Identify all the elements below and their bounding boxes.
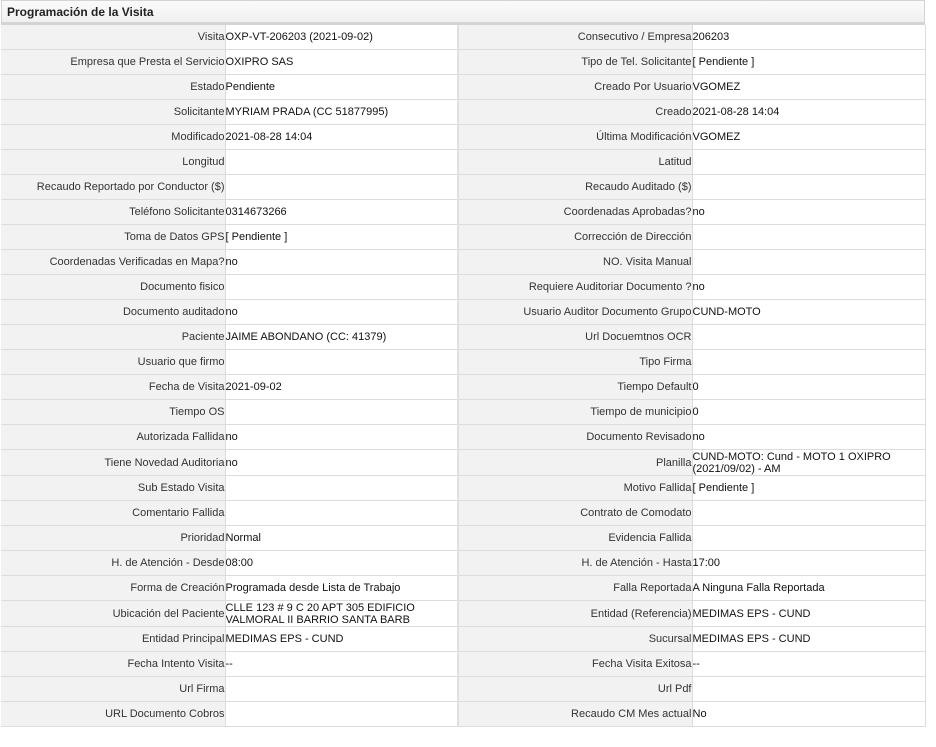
field-label: Fecha Intento Visita bbox=[1, 652, 225, 677]
detail-row bbox=[1, 50, 925, 75]
field-label: Url Pdf bbox=[458, 677, 692, 702]
field-label: Evidencia Fallida bbox=[458, 526, 692, 551]
field-label: Recaudo CM Mes actual bbox=[458, 702, 692, 727]
field-label: Entidad Principal bbox=[1, 627, 225, 652]
field-value: No bbox=[692, 702, 925, 727]
detail-row bbox=[1, 325, 925, 350]
field-value: Normal bbox=[225, 526, 458, 551]
detail-row bbox=[1, 200, 925, 225]
detail-row bbox=[1, 150, 925, 175]
field-value: no bbox=[692, 275, 925, 300]
detail-row bbox=[1, 75, 925, 100]
field-value bbox=[692, 350, 925, 375]
field-label: H. de Atención - Hasta bbox=[458, 551, 692, 576]
detail-row bbox=[1, 375, 925, 400]
field-value: [ Pendiente ] bbox=[225, 225, 458, 250]
field-label: Tiempo Default bbox=[458, 375, 692, 400]
field-label: Planilla bbox=[458, 450, 692, 476]
field-value: 17:00 bbox=[692, 551, 925, 576]
field-label: Coordenadas Aprobadas? bbox=[458, 200, 692, 225]
field-value: 0 bbox=[692, 375, 925, 400]
field-label: Recaudo Auditado ($) bbox=[458, 175, 692, 200]
field-value: MEDIMAS EPS - CUND bbox=[692, 627, 925, 652]
field-label: Toma de Datos GPS bbox=[1, 225, 225, 250]
field-value bbox=[692, 225, 925, 250]
field-value bbox=[692, 325, 925, 350]
field-value bbox=[225, 677, 458, 702]
field-label: Longitud bbox=[1, 150, 225, 175]
field-label: Fecha Visita Exitosa bbox=[458, 652, 692, 677]
field-label: H. de Atención - Desde bbox=[1, 551, 225, 576]
field-value bbox=[225, 501, 458, 526]
detail-row bbox=[1, 400, 925, 425]
field-label: Sucursal bbox=[458, 627, 692, 652]
field-value: MEDIMAS EPS - CUND bbox=[225, 627, 458, 652]
field-value: VGOMEZ bbox=[692, 75, 925, 100]
field-value: no bbox=[225, 300, 458, 325]
field-value: [ Pendiente ] bbox=[692, 476, 925, 501]
field-value: [ Pendiente ] bbox=[692, 50, 925, 75]
field-value: 2021-09-02 bbox=[225, 375, 458, 400]
field-label: Tiempo de municipio bbox=[458, 400, 692, 425]
visit-schedule-panel bbox=[1, 0, 925, 727]
field-label: Requiere Auditoriar Documento ? bbox=[458, 275, 692, 300]
field-value bbox=[225, 275, 458, 300]
field-value: no bbox=[225, 425, 458, 450]
field-value bbox=[225, 350, 458, 375]
field-value: 0314673266 bbox=[225, 200, 458, 225]
panel-title: Programación de la Visita bbox=[1, 0, 925, 25]
field-value bbox=[692, 250, 925, 275]
visit-details-body bbox=[1, 25, 925, 727]
field-label: Tipo de Tel. Solicitante bbox=[458, 50, 692, 75]
field-value bbox=[225, 150, 458, 175]
detail-row bbox=[1, 300, 925, 325]
field-label: Sub Estado Visita bbox=[1, 476, 225, 501]
field-value bbox=[692, 677, 925, 702]
field-label: Comentario Fallida bbox=[1, 501, 225, 526]
field-value: -- bbox=[225, 652, 458, 677]
field-label: Motivo Fallida bbox=[458, 476, 692, 501]
field-value: MEDIMAS EPS - CUND bbox=[692, 601, 925, 627]
detail-row bbox=[1, 551, 925, 576]
field-value: CLLE 123 # 9 C 20 APT 305 EDIFICIO VALMORAL II BARRIO SANTA BARB bbox=[225, 601, 458, 627]
detail-row bbox=[1, 526, 925, 551]
field-value: -- bbox=[692, 652, 925, 677]
field-label: Documento fisico bbox=[1, 275, 225, 300]
field-label: Solicitante bbox=[1, 100, 225, 125]
field-label: Documento Revisado bbox=[458, 425, 692, 450]
detail-row bbox=[1, 275, 925, 300]
field-label: Consecutivo / Empresa bbox=[458, 25, 692, 50]
field-value bbox=[225, 702, 458, 727]
field-label: Url Docuemtnos OCR bbox=[458, 325, 692, 350]
field-value bbox=[692, 501, 925, 526]
field-value: CUND-MOTO: Cund - MOTO 1 OXIPRO (2021/09/02) - AM bbox=[692, 450, 925, 476]
field-label: Tiempo OS bbox=[1, 400, 225, 425]
field-value: VGOMEZ bbox=[692, 125, 925, 150]
field-label: Entidad (Referencia) bbox=[458, 601, 692, 627]
detail-row bbox=[1, 125, 925, 150]
field-label: Tipo Firma bbox=[458, 350, 692, 375]
field-label: Ubicación del Paciente bbox=[1, 601, 225, 627]
field-label: Paciente bbox=[1, 325, 225, 350]
field-label: Latitud bbox=[458, 150, 692, 175]
field-label: Contrato de Comodato bbox=[458, 501, 692, 526]
detail-row bbox=[1, 476, 925, 501]
detail-row bbox=[1, 501, 925, 526]
field-value bbox=[692, 526, 925, 551]
field-label: Tiene Novedad Auditoria bbox=[1, 450, 225, 476]
detail-row bbox=[1, 450, 925, 476]
detail-row bbox=[1, 25, 925, 50]
field-value bbox=[225, 476, 458, 501]
field-label: Forma de Creación bbox=[1, 576, 225, 601]
detail-row bbox=[1, 702, 925, 727]
detail-row bbox=[1, 100, 925, 125]
detail-row bbox=[1, 350, 925, 375]
detail-row bbox=[1, 225, 925, 250]
field-label: Usuario que firmo bbox=[1, 350, 225, 375]
detail-row bbox=[1, 677, 925, 702]
field-label: Documento auditado bbox=[1, 300, 225, 325]
field-value bbox=[225, 175, 458, 200]
field-value: JAIME ABONDANO (CC: 41379) bbox=[225, 325, 458, 350]
field-value bbox=[692, 175, 925, 200]
field-label: NO. Visita Manual bbox=[458, 250, 692, 275]
detail-row bbox=[1, 576, 925, 601]
detail-row bbox=[1, 601, 925, 627]
field-label: Creado Por Usuario bbox=[458, 75, 692, 100]
field-label: Falla Reportada bbox=[458, 576, 692, 601]
visit-details-table bbox=[1, 25, 926, 727]
field-label: URL Documento Cobros bbox=[1, 702, 225, 727]
detail-row bbox=[1, 652, 925, 677]
field-value: no bbox=[692, 200, 925, 225]
field-value: A Ninguna Falla Reportada bbox=[692, 576, 925, 601]
detail-row bbox=[1, 175, 925, 200]
field-label: Usuario Auditor Documento Grupo bbox=[458, 300, 692, 325]
field-value: OXIPRO SAS bbox=[225, 50, 458, 75]
detail-row bbox=[1, 425, 925, 450]
field-label: Empresa que Presta el Servicio bbox=[1, 50, 225, 75]
field-value: CUND-MOTO bbox=[692, 300, 925, 325]
field-label: Estado bbox=[1, 75, 225, 100]
field-value: Programada desde Lista de Trabajo bbox=[225, 576, 458, 601]
field-value bbox=[225, 400, 458, 425]
field-value: no bbox=[225, 450, 458, 476]
field-value: Pendiente bbox=[225, 75, 458, 100]
field-value: MYRIAM PRADA (CC 51877995) bbox=[225, 100, 458, 125]
field-value bbox=[692, 150, 925, 175]
field-value: 2021-08-28 14:04 bbox=[225, 125, 458, 150]
field-value: 206203 bbox=[692, 25, 925, 50]
field-label: Url Firma bbox=[1, 677, 225, 702]
field-label: Última Modificación bbox=[458, 125, 692, 150]
field-label: Teléfono Solicitante bbox=[1, 200, 225, 225]
field-label: Visita bbox=[1, 25, 225, 50]
field-label: Creado bbox=[458, 100, 692, 125]
field-label: Modificado bbox=[1, 125, 225, 150]
field-value: no bbox=[225, 250, 458, 275]
field-label: Coordenadas Verificadas en Mapa? bbox=[1, 250, 225, 275]
detail-row bbox=[1, 627, 925, 652]
field-value: no bbox=[692, 425, 925, 450]
field-label: Corrección de Dirección bbox=[458, 225, 692, 250]
field-label: Autorizada Fallida bbox=[1, 425, 225, 450]
field-label: Fecha de Visita bbox=[1, 375, 225, 400]
detail-row bbox=[1, 250, 925, 275]
field-value: OXP-VT-206203 (2021-09-02) bbox=[225, 25, 458, 50]
field-label: Prioridad bbox=[1, 526, 225, 551]
field-value: 2021-08-28 14:04 bbox=[692, 100, 925, 125]
field-value: 08:00 bbox=[225, 551, 458, 576]
field-label: Recaudo Reportado por Conductor ($) bbox=[1, 175, 225, 200]
field-value: 0 bbox=[692, 400, 925, 425]
